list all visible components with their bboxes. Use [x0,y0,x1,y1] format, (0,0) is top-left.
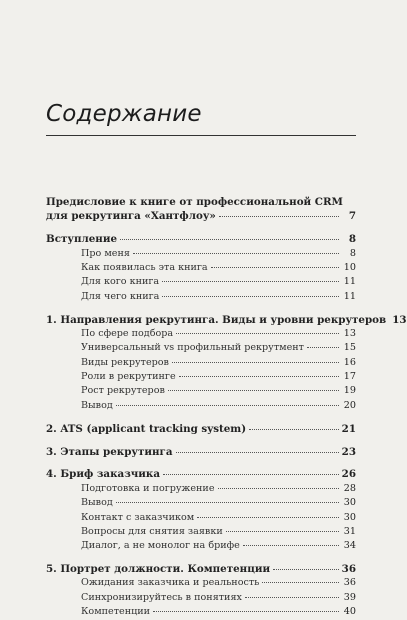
toc-entry-page: 7 [348,210,356,223]
toc-entry-page: 19 [343,385,356,397]
toc-entry-label: Ожидания заказчика и реальность [81,577,260,589]
toc-dot-leader [211,267,339,268]
toc-dot-leader [176,333,339,334]
toc-dot-leader [219,216,339,217]
toc-entry-label: Для кого книга [81,276,160,288]
toc-dot-leader [172,362,339,363]
toc-dot-leader [218,488,340,489]
toc-entry [46,370,356,384]
toc-dot-leader [116,502,339,503]
toc-entry-page: 16 [343,356,356,368]
toc-entry-page: 26 [341,468,356,481]
toc-entry [46,482,356,496]
toc-entry [46,341,356,355]
toc-entry-label: Вступление [46,233,118,246]
toc-entry-page: 40 [343,606,356,618]
toc-entry [46,445,356,459]
toc-dot-leader [120,239,339,240]
toc-dot-leader [179,376,339,377]
title-rule [46,135,356,136]
toc-entry-page: 23 [341,445,356,458]
toc-entry-label: Виды рекрутеров [81,356,169,368]
toc-entry [46,399,356,413]
toc-entry [46,467,356,481]
toc-entry [46,232,356,246]
toc-entry-label: 5. Портрет должности. Компетенции [46,563,271,576]
toc-entry-label: 2. ATS (applicant tracking system) [46,422,247,435]
toc-entry [46,525,356,539]
toc-dot-leader [116,405,339,406]
toc-preface-line1: Предисловие к книге от профессиональной CRM [46,196,343,208]
toc-entry [46,576,356,590]
toc-dot-leader [162,296,339,297]
toc-entry [46,539,356,553]
toc-entry-label: Контакт с заказчиком [81,511,195,523]
toc-entry [46,422,356,436]
toc-entry [46,496,356,510]
toc-entry-label: Диалог, а не монолог на брифе [81,540,240,552]
page-title: Содержание [46,101,202,127]
toc-dot-leader [197,517,339,518]
toc-dot-leader [176,452,339,453]
toc-entry-label: Вопросы для снятия заявки [81,525,223,537]
toc-entry-label: Для чего книга [81,290,160,302]
toc-entry-page: 11 [343,290,356,302]
toc-entry-label: Как появилась эта книга [81,261,208,273]
toc-entry [46,290,356,304]
toc-entry [46,562,356,576]
toc-dot-leader [162,281,339,282]
toc-entry-page: 28 [343,482,356,494]
toc-entry-page: 8 [348,233,356,246]
toc-entry-page: 36 [343,577,356,589]
toc-entry-page: 20 [343,399,356,411]
toc-entry-label: По сфере подбора [81,327,174,339]
toc-dot-leader [245,597,339,598]
toc-entry [46,209,356,223]
toc-entry-page: 13 [343,327,356,339]
toc-entry [46,275,356,289]
toc-dot-leader [133,253,339,254]
toc-dot-leader [168,390,339,391]
toc-dot-leader [262,582,339,583]
toc-dot-leader [163,474,339,475]
toc-entry-page: 39 [343,591,356,603]
toc-entry-label: 3. Этапы рекрутинга [46,445,173,458]
toc-entry [46,384,356,398]
toc-entry-label: Компетенции [81,606,151,618]
toc-entry-label: Синхронизируйтесь в понятиях [81,591,242,603]
toc-entry-label: Про меня [81,247,130,259]
toc-entry-page: 21 [341,422,356,435]
toc-rows [46,209,407,619]
table-of-contents [46,195,407,620]
toc-dot-leader [273,569,339,570]
toc-entry [46,511,356,525]
toc-dot-leader [249,429,339,430]
toc-entry [46,591,356,605]
toc-entry-label: Рост рекрутеров [81,385,165,397]
toc-entry-label: Роли в рекрутинге [81,370,176,382]
toc-entry-label: Вывод [81,497,113,509]
toc-entry-label: 4. Бриф заказчика [46,468,161,481]
toc-entry-page: 36 [341,563,356,576]
toc-entry [46,356,356,370]
toc-entry-page: 30 [343,511,356,523]
toc-entry-page: 17 [343,370,356,382]
toc-entry-label: для рекрутинга «Хантфлоу» [46,210,216,223]
toc-entry-page: 10 [343,261,356,273]
toc-entry [46,247,356,261]
toc-entry-label: 1. Направления рекрутинга. Виды и уровни рекрутеров [46,313,387,326]
toc-entry [46,313,407,327]
toc-entry-label: Универсальный vs профильный рекрутмент [81,342,304,354]
toc-dot-leader [243,545,339,546]
toc-entry-label: Подготовка и погружение [81,482,215,494]
toc-entry-page: 11 [343,276,356,288]
toc-entry-page: 31 [343,525,356,537]
toc-dot-leader [307,347,339,348]
toc-entry [46,605,356,619]
toc-dot-leader [226,531,339,532]
toc-entry-page: 13 [392,313,407,326]
toc-entry-page: 30 [343,497,356,509]
toc-entry-page: 34 [343,540,356,552]
toc-entry [46,327,356,341]
toc-entry-page: 15 [343,342,356,354]
toc-dot-leader [153,611,339,612]
toc-entry-page: 8 [349,247,356,259]
toc-entry-label: Вывод [81,399,113,411]
toc-entry [46,261,356,275]
